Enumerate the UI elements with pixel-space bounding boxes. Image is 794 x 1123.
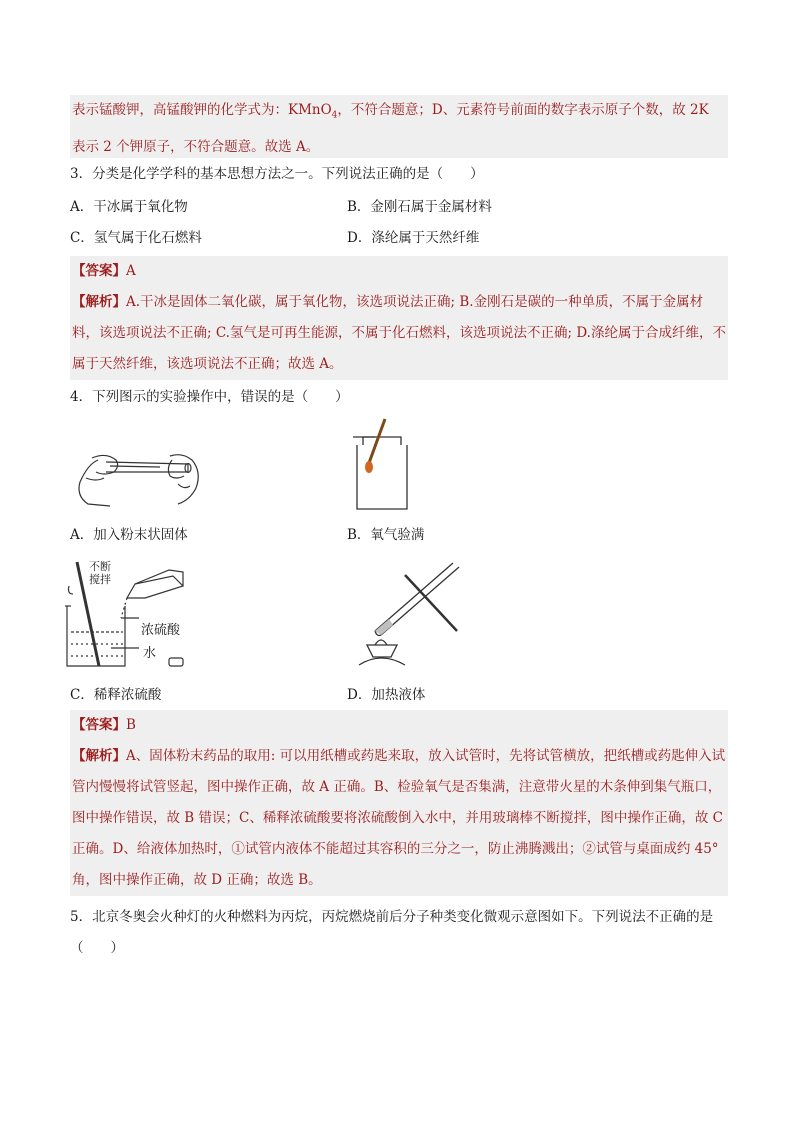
prev-analysis-line1: 表示锰酸钾，高锰酸钾的化学式为：KMnO$_4$，不符合题意；D、元素符号前面的数字表示原子个数，故 2K xyxy=(72,102,709,121)
figure-b-oxygen-test xyxy=(345,415,415,515)
q5-stem: 5．北京冬奥会火种灯的火种燃料为丙烷，丙烷燃烧前后分子种类变化微观示意图如下。下列说法不正确的是（ ） xyxy=(70,909,714,956)
prev-analysis-block xyxy=(70,95,728,158)
figure-c-dilution xyxy=(65,558,205,673)
answer-value: A xyxy=(126,263,136,279)
figure-a-powder-tube xyxy=(70,438,205,510)
answer-tag: 【答案】 xyxy=(72,717,126,733)
analysis-text: A、固体粉末药品的取用: 可以用纸槽或药匙来取，放入试管时，先将试管横放，把纸槽或药匙伸入试管内慢慢将试管竖起，图中操作正确，故 A 正确。B、检验氧气是否集满，注意带火星的木条伸到集气瓶口，图中操作错误，故 B 错误；C、稀释浓硫酸要将浓硫酸倒入水中，并用玻璃棒不断搅拌，图中操作正确，故 C 正确。D、给液体加热时，①试管内液体不能超过其容积的三分之一，防止沸腾溅出；②试管与桌面成约 45°角，图中操作正确，故 D 正确；故选 B。 xyxy=(72,748,726,888)
q4-analysis-block xyxy=(70,741,728,896)
q3-option-d: D．涤纶属于天然纤维 xyxy=(347,230,480,246)
q4-answer-block xyxy=(70,710,728,741)
figure-c-stir-label: 不断 搅拌 xyxy=(89,560,111,586)
analysis-tag: 【解析】 xyxy=(72,294,126,310)
q4-stem: 4．下列图示的实验操作中，错误的是（ ） xyxy=(70,389,349,405)
q4-option-d: D．加热液体 xyxy=(347,687,426,703)
answer-value: B xyxy=(126,717,136,733)
q3-option-b: B．金刚石属于金属材料 xyxy=(347,199,492,215)
figure-c-water-label: 水 xyxy=(143,646,157,661)
q3-option-a: A．干冰属于氧化物 xyxy=(70,199,188,215)
q4-option-b: B．氧气验满 xyxy=(347,527,425,543)
prev-analysis-line2: 表示 2 个钾原子，不符合题意。故选 A。 xyxy=(72,138,320,155)
figure-d-heating-liquid xyxy=(345,555,465,673)
q3-analysis-block xyxy=(70,287,728,380)
answer-tag: 【答案】 xyxy=(72,263,126,279)
analysis-tag: 【解析】 xyxy=(72,748,126,764)
q4-option-a: A．加入粉末状固体 xyxy=(70,527,188,543)
q4-option-c: C．稀释浓硫酸 xyxy=(70,687,162,703)
analysis-text: A.干冰是固体二氧化碳，属于氧化物，该选项说法正确; B.金刚石是碳的一种单质，不属于金属材料，该选项说法不正确; C.氢气是可再生能源，不属于化石燃料，该选项说法不正确; D.涤纶属于合成纤维，不属于天然纤维，该选项说法不正确；故选 A。 xyxy=(72,294,726,372)
figure-c-acid-label: 浓硫酸 xyxy=(141,623,181,638)
q3-stem: 3．分类是化学学科的基本思想方法之一。下列说法正确的是（ ） xyxy=(70,166,484,182)
q3-answer-block xyxy=(70,256,728,287)
q3-option-c: C．氢气属于化石燃料 xyxy=(70,230,202,246)
